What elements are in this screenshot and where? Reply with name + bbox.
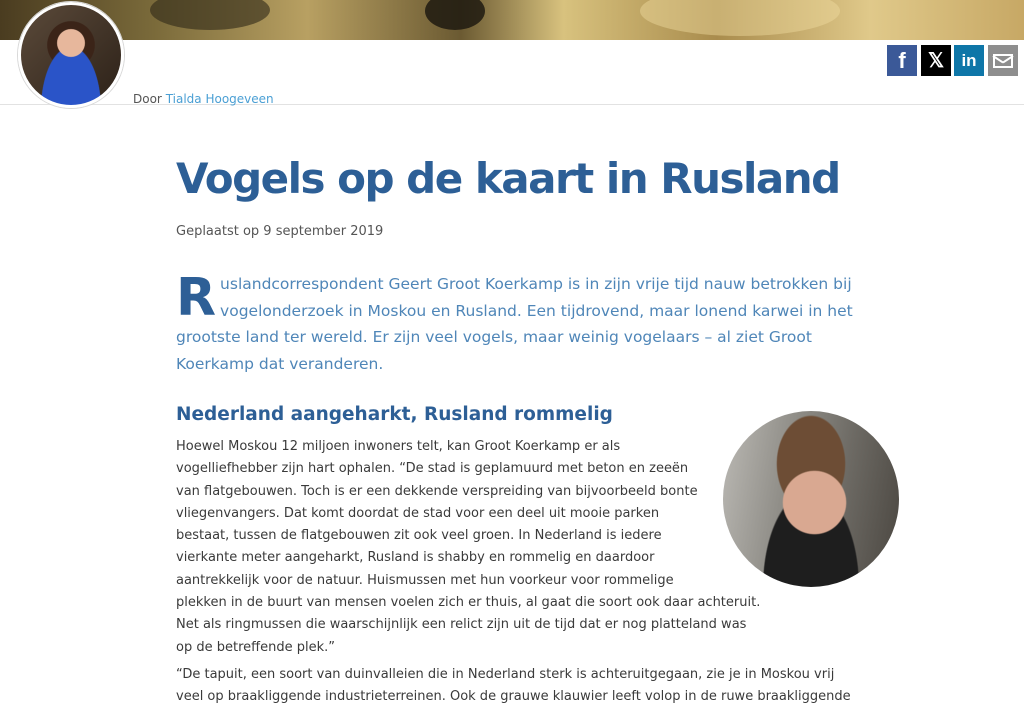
section-heading: Nederland aangeharkt, Rusland rommelig xyxy=(176,404,613,425)
byline-prefix: Door xyxy=(133,92,162,106)
correspondent-photo xyxy=(723,411,899,587)
hero-image xyxy=(0,0,1024,40)
author-bar xyxy=(0,40,1024,105)
photo-wrapper xyxy=(723,411,903,591)
x-share-button[interactable] xyxy=(921,45,951,76)
article-intro xyxy=(176,268,866,377)
article-title: Vogels op de kaart in Rusland xyxy=(176,154,840,203)
body-paragraph-1 xyxy=(176,436,766,659)
linkedin-icon: in xyxy=(961,50,977,70)
facebook-icon: f xyxy=(898,47,906,73)
hero-shade xyxy=(150,0,270,30)
x-icon: 𝕏 xyxy=(927,50,945,72)
author-avatar[interactable] xyxy=(18,2,124,108)
intro-text: uslandcorrespondent Geert Groot Koerkamp is in zijn vrije tijd nauw betrokken bij vogelonderzoek in Moskou en Rusland. Een tijdrovend, maar lonend karwei in het grootste land ter wereld. Er zijn veel vogels, maar weinig vogelaars – al ziet Groot Koerkamp dat veranderen. xyxy=(176,275,853,373)
publish-date: Geplaatst op 9 september 2019 xyxy=(176,224,384,239)
linkedin-share-button[interactable] xyxy=(954,45,984,76)
paragraph-1-text: Hoewel Moskou 12 miljoen inwoners telt, kan Groot Koerkamp er als vogelliefhebber zijn hart ophalen. “De stad is geplamuurd met beton en zeeën van flatgebouwen. Toch is er een dekkende verspreiding van bijvoorbeeld bonte vliegenvangers. Dat komt doordat de stad voor een deel uit mooie parken bestaat, tussen de flatgebouwen zit ook veel groen. In Nederland is iedere vierkante meter aangeharkt, Rusland is shabby en rommelig en daardoor aantrekkelijk voor de natuur. Huismussen met hun voorkeur voor rommelige plekken in de buurt van mensen voelen zich er thuis, al gaat die soort ook daar achteruit. Net als ringmussen die waarschijnlijk een relict zijn uit de tijd dat er nog platteland was op de betreffende plek.” xyxy=(176,439,761,655)
byline xyxy=(133,92,274,106)
envelope-icon xyxy=(993,54,1013,68)
hero-bird-silhouette xyxy=(425,0,485,30)
facebook-share-button[interactable] xyxy=(887,45,917,76)
author-link[interactable]: Tialda Hoogeveen xyxy=(165,92,274,106)
body-paragraph-2: “De tapuit, een soort van duinvalleien die in Nederland sterk is achteruitgegaan, zie je in Moskou vrij veel op braakliggende industrieterreinen. Ook de grauwe klauwier leeft volop in de ruwe braakliggende xyxy=(176,667,851,705)
hero-highlight xyxy=(640,0,840,36)
drop-cap: R xyxy=(176,268,217,328)
email-share-button[interactable] xyxy=(988,45,1018,76)
